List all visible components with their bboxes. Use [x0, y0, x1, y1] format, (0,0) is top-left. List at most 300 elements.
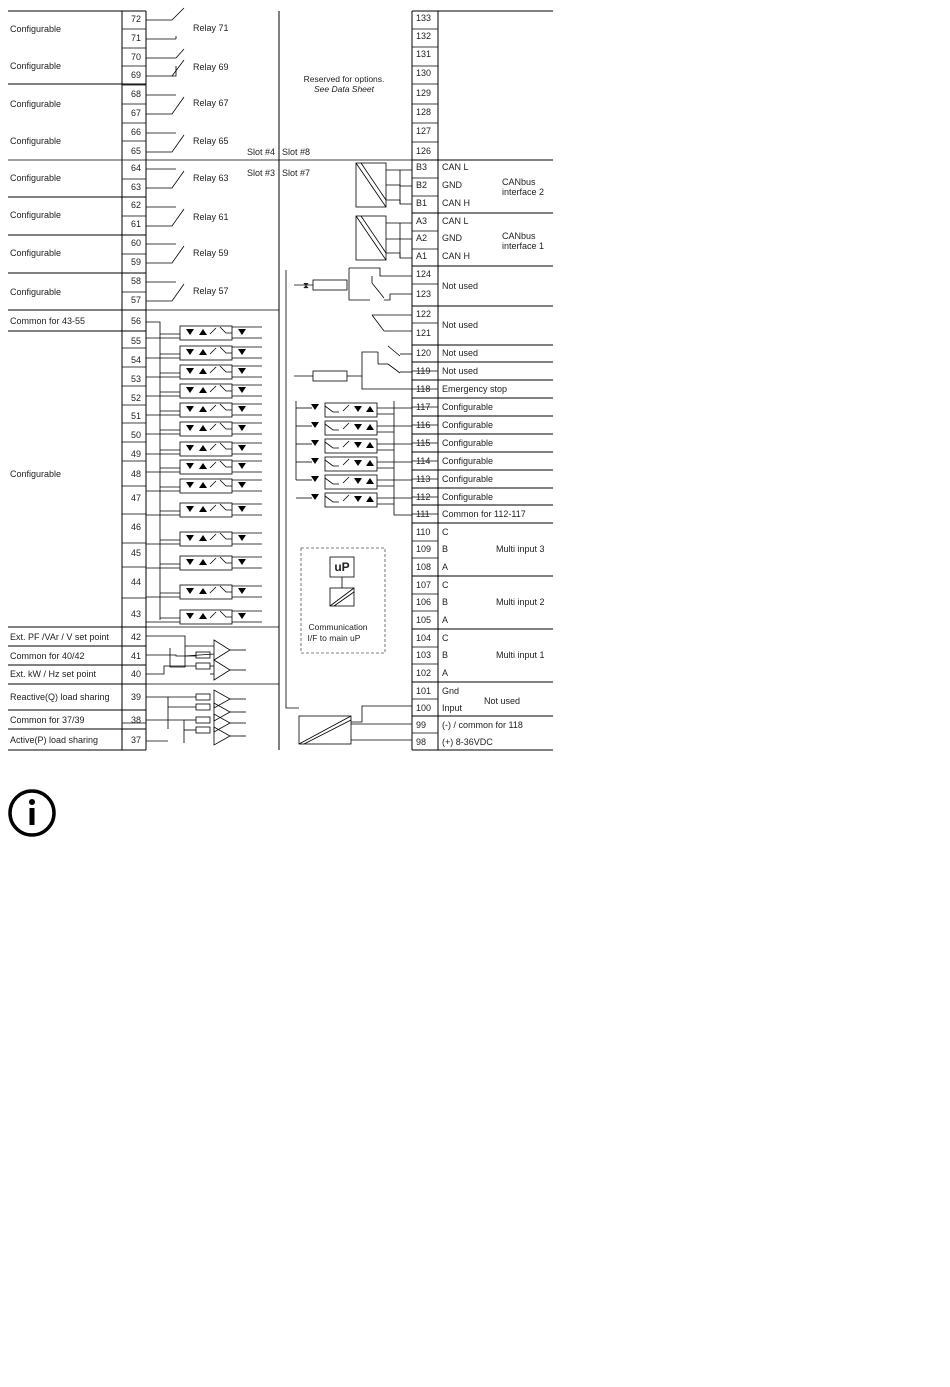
can2-gnd: GND — [442, 180, 462, 190]
emergency-stop: Emergency stop — [442, 384, 508, 394]
not-used-120: Not used — [442, 348, 479, 358]
terminal-98: 98 — [416, 737, 427, 747]
configurable-113: Configurable — [442, 474, 494, 484]
opto-symbol-a: ⧗ — [303, 280, 309, 290]
diode-symbol — [238, 613, 246, 619]
terminal-64: 64 — [131, 163, 142, 173]
terminal-55: 55 — [131, 336, 142, 346]
relay-contacts — [146, 8, 229, 301]
opto-body — [180, 610, 232, 624]
terminal-42: 42 — [131, 632, 142, 642]
diode-symbol — [199, 535, 207, 541]
terminal-49: 49 — [131, 449, 142, 459]
optocoupler-4 — [146, 403, 262, 417]
label-common-43-55: Common for 43-55 — [10, 316, 86, 326]
transistor — [325, 478, 339, 484]
diode-symbol — [354, 406, 362, 412]
transistor — [220, 586, 232, 592]
terminal-40: 40 — [131, 669, 142, 679]
optocoupler-5 — [146, 422, 262, 436]
terminal-108: 108 — [416, 562, 432, 572]
optocoupler-11 — [146, 556, 262, 570]
terminal-44: 44 — [131, 577, 142, 587]
terminal-115: 115 — [416, 438, 431, 448]
label-gnd-101: Gnd — [442, 686, 460, 696]
terminal-37: 37 — [131, 735, 142, 745]
relay-59 — [146, 244, 229, 263]
terminal-106: 106 — [416, 597, 432, 607]
relay-118-120 — [294, 346, 412, 389]
reserved-line1: Reserved for options. — [303, 74, 385, 84]
relay-57-label: Relay 57 — [193, 286, 229, 296]
transistor — [325, 460, 339, 466]
diode-symbol — [186, 559, 194, 565]
right-labels — [442, 162, 545, 747]
relay-65 — [146, 133, 229, 152]
mi2-c: C — [442, 580, 449, 590]
diode-symbol — [238, 387, 246, 393]
light-arrow — [343, 495, 349, 501]
terminal-119: 119 — [416, 366, 431, 376]
terminal-b1: B1 — [416, 198, 428, 208]
relay-67-label: Relay 67 — [193, 98, 229, 108]
light-arrow — [210, 505, 216, 511]
terminal-102: 102 — [416, 668, 432, 678]
light-arrow — [210, 348, 216, 354]
transistor — [220, 461, 232, 467]
label-configurable-70-69: Configurable — [10, 61, 62, 71]
relay-61-label: Relay 61 — [193, 212, 229, 222]
light-arrow — [210, 328, 216, 334]
light-arrow — [210, 424, 216, 430]
terminal-130: 130 — [416, 68, 432, 78]
diode-symbol — [311, 476, 319, 482]
diode-symbol — [238, 559, 246, 565]
mi3-b: B — [442, 544, 449, 554]
diode-symbol — [186, 613, 194, 619]
relay-71-label: Relay 71 — [193, 23, 229, 33]
configurable-115: Configurable — [442, 438, 494, 448]
terminal-46: 46 — [131, 522, 142, 532]
configurable-117: Configurable — [442, 402, 494, 412]
terminal-113: 113 — [416, 474, 431, 484]
terminal-48: 48 — [131, 469, 142, 479]
diode-symbol — [186, 387, 194, 393]
diode-symbol — [366, 478, 374, 484]
multi-input-1: Multi input 1 — [496, 650, 545, 660]
terminal-39: 39 — [131, 692, 142, 702]
optocoupler-right-3 — [296, 457, 412, 471]
optocoupler-3 — [146, 384, 262, 398]
transistor — [220, 533, 232, 539]
diode-symbol — [311, 494, 319, 500]
relay-123-124 — [294, 268, 412, 300]
optocoupler-right-5 — [296, 493, 412, 507]
label-common-37-39: Common for 37/39 — [10, 715, 85, 725]
terminal-133: 133 — [416, 13, 432, 23]
terminal-60: 60 — [131, 238, 142, 248]
diode-symbol — [311, 440, 319, 446]
comm-line2: I/F to main uP — [307, 633, 361, 643]
diode-symbol — [238, 482, 246, 488]
relay-63 — [146, 169, 229, 188]
can1-canl: CAN L — [442, 216, 469, 226]
light-arrow — [210, 444, 216, 450]
optocoupler-6 — [146, 442, 262, 456]
terminal-b2: B2 — [416, 180, 428, 190]
opto-body — [180, 403, 232, 417]
configurable-112: Configurable — [442, 492, 494, 502]
terminal-107: 107 — [416, 580, 432, 590]
transistor — [325, 406, 339, 412]
can1-title: CANbus — [502, 231, 536, 241]
terminal-101: 101 — [416, 686, 432, 696]
terminal-a1: A1 — [416, 251, 428, 261]
left-labels — [10, 24, 110, 745]
diode-symbol — [186, 329, 194, 335]
terminal-66: 66 — [131, 127, 142, 137]
opto-body — [180, 479, 232, 493]
comm-line1: Communication — [308, 622, 368, 632]
terminal-123: 123 — [416, 289, 432, 299]
diode-symbol — [186, 588, 194, 594]
slot-8-label: Slot #8 — [282, 147, 311, 157]
canbus-isolator-2 — [356, 163, 412, 207]
label-configurable-64-63: Configurable — [10, 173, 62, 183]
common-56-bus — [146, 322, 160, 620]
terminal-122: 122 — [416, 309, 432, 319]
diode-symbol — [199, 368, 207, 374]
terminal-129: 129 — [416, 88, 432, 98]
up-label: uP — [334, 560, 350, 574]
optocoupler-right-1 — [296, 421, 412, 435]
label-common-118: (-) / common for 118 — [442, 720, 523, 730]
diode-symbol — [199, 425, 207, 431]
terminal-114: 114 — [416, 456, 431, 466]
not-used-123-124: Not used — [442, 281, 479, 291]
relay-65-label: Relay 65 — [193, 136, 229, 146]
mi2-a: A — [442, 615, 449, 625]
diode-symbol — [186, 535, 194, 541]
label-common-40-42: Common for 40/42 — [10, 651, 85, 661]
terminal-43: 43 — [131, 609, 142, 619]
opto-body — [180, 384, 232, 398]
terminal-69: 69 — [131, 70, 142, 80]
relay-61 — [146, 207, 229, 226]
label-ext-pf-var-v: Ext. PF /VAr / V set point — [10, 632, 109, 642]
transistor — [220, 327, 232, 333]
optocoupler-0 — [146, 326, 262, 340]
terminal-54: 54 — [131, 355, 142, 365]
left-terminal-numbers — [131, 14, 141, 745]
can2-title: CANbus — [502, 177, 536, 187]
label-configurable-68-67: Configurable — [10, 99, 62, 109]
terminal-103: 103 — [416, 650, 432, 660]
terminal-109: 109 — [416, 544, 432, 554]
diode-symbol — [238, 406, 246, 412]
light-arrow — [343, 405, 349, 411]
opto-body — [180, 585, 232, 599]
terminal-wiring-diagram — [0, 0, 560, 760]
diode-symbol — [199, 613, 207, 619]
label-configurable-60-59: Configurable — [10, 248, 62, 258]
diode-symbol — [354, 478, 362, 484]
slot-4-label: Slot #4 — [247, 147, 276, 157]
opto-body — [180, 422, 232, 436]
can1-gnd: GND — [442, 233, 462, 243]
terminal-110: 110 — [416, 527, 431, 537]
terminal-50: 50 — [131, 430, 142, 440]
can1-canh: CAN H — [442, 251, 471, 261]
terminal-131: 131 — [416, 49, 432, 59]
optocoupler-right-0 — [296, 403, 412, 417]
diode-symbol — [199, 559, 207, 565]
diode-symbol — [238, 425, 246, 431]
mi1-b: B — [442, 650, 449, 660]
label-configurable-72-71: Configurable — [10, 24, 62, 34]
relay-57 — [146, 282, 229, 301]
terminal-41: 41 — [131, 651, 142, 661]
opto-body — [180, 442, 232, 456]
diode-symbol — [186, 349, 194, 355]
terminal-58: 58 — [131, 276, 142, 286]
terminal-126: 126 — [416, 146, 432, 156]
diode-symbol — [186, 506, 194, 512]
light-arrow — [343, 441, 349, 447]
slot-7-label: Slot #7 — [282, 168, 311, 178]
terminal-b3: B3 — [416, 162, 428, 172]
terminal-99: 99 — [416, 720, 427, 730]
terminal-104: 104 — [416, 633, 432, 643]
diode-symbol — [199, 406, 207, 412]
optocoupler-10 — [146, 532, 262, 546]
mi2-b: B — [442, 597, 449, 607]
optocoupler-1 — [146, 346, 262, 360]
diode-symbol — [238, 463, 246, 469]
terminal-132: 132 — [416, 31, 432, 41]
diode-symbol — [199, 329, 207, 335]
terminal-118: 118 — [416, 384, 431, 394]
opto-body — [180, 346, 232, 360]
terminal-51: 51 — [131, 411, 142, 421]
relay-63-label: Relay 63 — [193, 173, 229, 183]
diode-symbol — [238, 349, 246, 355]
comm-interface-box — [301, 548, 385, 653]
diode-symbol — [186, 463, 194, 469]
common-112-117: Common for 112-117 — [442, 509, 526, 519]
terminal-105: 105 — [416, 615, 432, 625]
transistor — [220, 504, 232, 510]
diode-symbol — [186, 425, 194, 431]
terminal-121: 121 — [416, 328, 432, 338]
light-arrow — [210, 558, 216, 564]
terminal-124: 124 — [416, 269, 432, 279]
diode-symbol — [311, 422, 319, 428]
diode-symbol — [238, 588, 246, 594]
diode-symbol — [199, 349, 207, 355]
terminal-52: 52 — [131, 393, 142, 403]
optocoupler-7 — [146, 460, 262, 474]
not-used-119: Not used — [442, 366, 479, 376]
transistor — [325, 424, 339, 430]
relay-59-label: Relay 59 — [193, 248, 229, 258]
optocoupler-13 — [146, 610, 262, 624]
terminal-72: 72 — [131, 14, 142, 24]
terminal-47: 47 — [131, 493, 142, 503]
canbus-isolator-1 — [356, 216, 412, 260]
diode-symbol — [366, 496, 374, 502]
optocoupler-2 — [146, 365, 262, 379]
opto-body — [180, 365, 232, 379]
transistor — [220, 366, 232, 372]
multi-input-3: Multi input 3 — [496, 544, 545, 554]
terminal-112: 112 — [416, 492, 431, 502]
light-arrow — [210, 386, 216, 392]
digital-input-optocouplers-right — [296, 403, 412, 507]
terminal-116: 116 — [416, 420, 431, 430]
optocoupler-right-2 — [296, 439, 412, 453]
transistor — [325, 496, 339, 502]
diode-symbol — [311, 458, 319, 464]
transistor — [325, 442, 339, 448]
terminal-a2: A2 — [416, 233, 428, 243]
diode-symbol — [186, 406, 194, 412]
mi1-c: C — [442, 633, 449, 643]
terminal-53: 53 — [131, 374, 142, 384]
light-arrow — [210, 405, 216, 411]
transistor — [220, 480, 232, 486]
mi3-c: C — [442, 527, 449, 537]
label-active-load-sharing: Active(P) load sharing — [10, 735, 99, 745]
diode-symbol — [186, 368, 194, 374]
transistor — [220, 557, 232, 563]
diode-symbol — [354, 460, 362, 466]
configurable-114: Configurable — [442, 456, 494, 466]
opto-body — [180, 532, 232, 546]
terminal-120: 120 — [416, 348, 432, 358]
diode-symbol — [354, 424, 362, 430]
diode-symbol — [238, 506, 246, 512]
digital-input-optocouplers-left — [146, 322, 262, 624]
terminal-59: 59 — [131, 257, 142, 267]
diode-symbol — [366, 406, 374, 412]
can2-subtitle: interface 2 — [502, 187, 545, 197]
terminal-71: 71 — [131, 33, 142, 43]
terminal-70: 70 — [131, 52, 142, 62]
label-configurable-58-57: Configurable — [10, 287, 62, 297]
diode-symbol — [199, 506, 207, 512]
can2-canl: CAN L — [442, 162, 469, 172]
diode-symbol — [366, 424, 374, 430]
relay-69-label: Relay 69 — [193, 62, 229, 72]
label-configurable-43-55: Configurable — [10, 469, 62, 479]
terminal-63: 63 — [131, 182, 142, 192]
label-ext-kw-hz: Ext. kW / Hz set point — [10, 669, 97, 679]
mi1-a: A — [442, 668, 449, 678]
light-arrow — [343, 477, 349, 483]
diode-symbol — [354, 496, 362, 502]
terminal-65: 65 — [131, 146, 142, 156]
terminal-111: 111 — [416, 509, 430, 519]
optocoupler-right-4 — [296, 475, 412, 489]
label-supply: (+) 8-36VDC — [442, 737, 493, 747]
light-arrow — [343, 459, 349, 465]
relay-121-122 — [372, 315, 412, 331]
diode-symbol — [186, 482, 194, 488]
relay-69 — [146, 49, 229, 76]
terminal-68: 68 — [131, 89, 142, 99]
opto-body — [180, 460, 232, 474]
transistor — [220, 385, 232, 391]
diode-symbol — [311, 404, 319, 410]
light-arrow — [343, 423, 349, 429]
opto-body — [180, 326, 232, 340]
diode-symbol — [366, 460, 374, 466]
diode-symbol — [366, 442, 374, 448]
configurable-116: Configurable — [442, 420, 494, 430]
diode-symbol — [199, 588, 207, 594]
opto-body — [180, 503, 232, 517]
optocoupler-9 — [146, 503, 262, 517]
terminal-67: 67 — [131, 108, 142, 118]
relay-71 — [146, 8, 229, 39]
diode-symbol — [238, 445, 246, 451]
transistor — [220, 423, 232, 429]
terminal-128: 128 — [416, 107, 432, 117]
light-arrow — [210, 587, 216, 593]
can2-canh: CAN H — [442, 198, 471, 208]
transistor — [220, 404, 232, 410]
light-arrow — [210, 534, 216, 540]
can1-subtitle: interface 1 — [502, 241, 545, 251]
terminal-127: 127 — [416, 126, 432, 136]
slot-3-label: Slot #3 — [247, 168, 276, 178]
light-arrow — [210, 481, 216, 487]
label-configurable-66-65: Configurable — [10, 136, 62, 146]
mi3-a: A — [442, 562, 449, 572]
light-arrow — [210, 462, 216, 468]
transistor — [220, 611, 232, 617]
label-input-100: Input — [442, 703, 463, 713]
diode-symbol — [238, 368, 246, 374]
terminal-100: 100 — [416, 703, 432, 713]
multi-input-2: Multi input 2 — [496, 597, 545, 607]
analog-inputs — [146, 636, 246, 745]
terminal-61: 61 — [131, 219, 142, 229]
terminal-a3: A3 — [416, 216, 428, 226]
optocoupler-12 — [146, 585, 262, 599]
diode-symbol — [238, 535, 246, 541]
terminal-62: 62 — [131, 200, 142, 210]
light-arrow — [210, 612, 216, 618]
opto-body — [180, 556, 232, 570]
terminal-56: 56 — [131, 316, 142, 326]
transistor — [220, 443, 232, 449]
not-used-121-122: Not used — [442, 320, 479, 330]
info-circle-icon — [7, 788, 57, 838]
diode-symbol — [199, 445, 207, 451]
terminal-45: 45 — [131, 548, 142, 558]
label-reactive-load-sharing: Reactive(Q) load sharing — [10, 692, 110, 702]
relay-67 — [146, 95, 229, 114]
diode-symbol — [199, 463, 207, 469]
terminal-117: 117 — [416, 402, 431, 412]
terminal-38: 38 — [131, 715, 142, 725]
diode-symbol — [354, 442, 362, 448]
not-used-100-101: Not used — [484, 696, 521, 706]
reserved-line2: See Data Sheet — [313, 84, 375, 94]
diode-symbol — [199, 482, 207, 488]
